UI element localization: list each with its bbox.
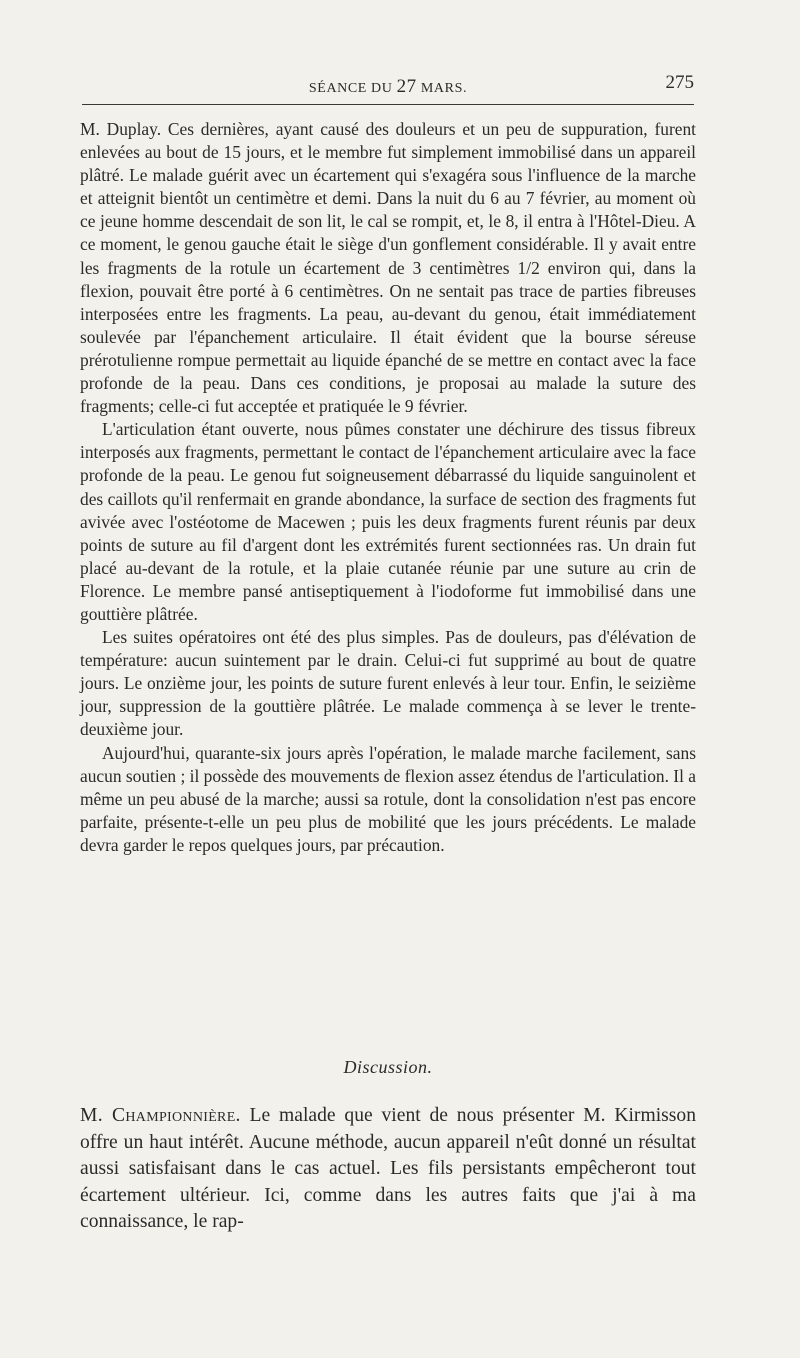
discussion-paragraph	[80, 1103, 696, 1236]
paragraph-3: Les suites opératoires ont été des plus simples. Pas de douleurs, pas d'élévation de température: aucun suintement par le drain. Celui-ci fut supprimé au bout de quatre jours. Le onzième jour, les points de suture furent enlevés à leur tour. Enfin, le seizième jour, suppression de la gouttière plâtrée. Le malade commença à se lever le trente-deuxième jour.	[80, 627, 696, 740]
running-title-suffix: MARS.	[416, 81, 468, 96]
page-number: 275	[665, 72, 694, 93]
discussion-speaker: M. Championnière.	[80, 1105, 241, 1126]
section-heading: Discussion.	[343, 1057, 433, 1077]
header-rule	[82, 104, 694, 105]
paragraph-2: L'articulation étant ouverte, nous pûmes constater une déchirure des tissus fibreux interposés aux fragments, permettant le contact de l'épanchement articulaire avec la face profonde de la peau. Le genou fut soigneusement débarrassé du liquide sanguinolent et des caillots qu'il renfermait en grande abondance, la surface de section des fragments fut avivée avec l'ostéotome de Macewen ; puis les deux fragments furent réunis par deux points de suture au fil d'argent dont les extrémités furent sectionnées ras. Un drain fut placé au-devant de la rotule, et la plaie cutanée réunie par une suture au crin de Florence. Le membre pansé antiseptiquement à l'iodoforme fut immobilisé dans une gouttière plâtrée.	[80, 419, 696, 624]
running-title	[82, 76, 694, 98]
discussion-text: Le malade que vient de nous présenter M. Kirmisson offre un haut intérêt. Aucune méthode, aucun appareil n'eût donné un résultat aussi satisfaisant dans le cas actuel. Les fils persistants empêcheront tout écartement ultérieur. Ici, comme dans les autres faits que j'ai à ma connaissance, le rap-	[80, 1105, 696, 1233]
running-title-prefix: SÉANCE DU	[308, 81, 397, 96]
paragraph-4: Aujourd'hui, quarante-six jours après l'opération, le malade marche facilement, sans aucun soutien ; il possède des mouvements de flexion assez étendus de l'articulation. Il a même un peu abusé de la marche; aussi sa rotule, dont la consolidation n'est pas encore parfaite, présente-t-elle un peu plus de mobilité que les jours précédents. Le malade devra garder le repos quelques jours, par précaution.	[80, 742, 696, 855]
running-title-day: 27	[396, 76, 417, 97]
paragraph-1: M. Duplay. Ces dernières, ayant causé des douleurs et un peu de suppuration, furent enlevées au bout de 15 jours, et le membre fut simplement immobilisé dans un appareil plâtré. Le malade guérit avec un écartement qui s'exagéra sous l'influence de la marche et atteignit bientôt un centimètre et demi. Dans la nuit du 6 au 7 février, au moment où ce jeune homme descendait de son lit, le cal se rompit, et, le 8, il entra à l'Hôtel-Dieu. A ce moment, le genou gauche était le siège d'un gonflement considérable. Il y avait entre les fragments de la rotule un écartement de 3 centimètres 1/2 environ qui, dans la flexion, pouvait être porté à 6 centimètres. On ne sentait pas trace de parties fibreuses interposées entre les fragments. La peau, au-devant du genou, était immédiatement soulevée par l'épanchement articulaire. Il était évident que la bourse séreuse prérotulienne rompue permettait au liquide épanché de se mettre en contact avec la face profonde de la peau. Dans ces conditions, je proposai au malade la suture des fragments; celle-ci fut acceptée et pratiquée le 9 février.	[80, 119, 696, 417]
running-head	[82, 70, 694, 100]
body-text	[80, 118, 696, 857]
discussion	[80, 1103, 696, 1236]
